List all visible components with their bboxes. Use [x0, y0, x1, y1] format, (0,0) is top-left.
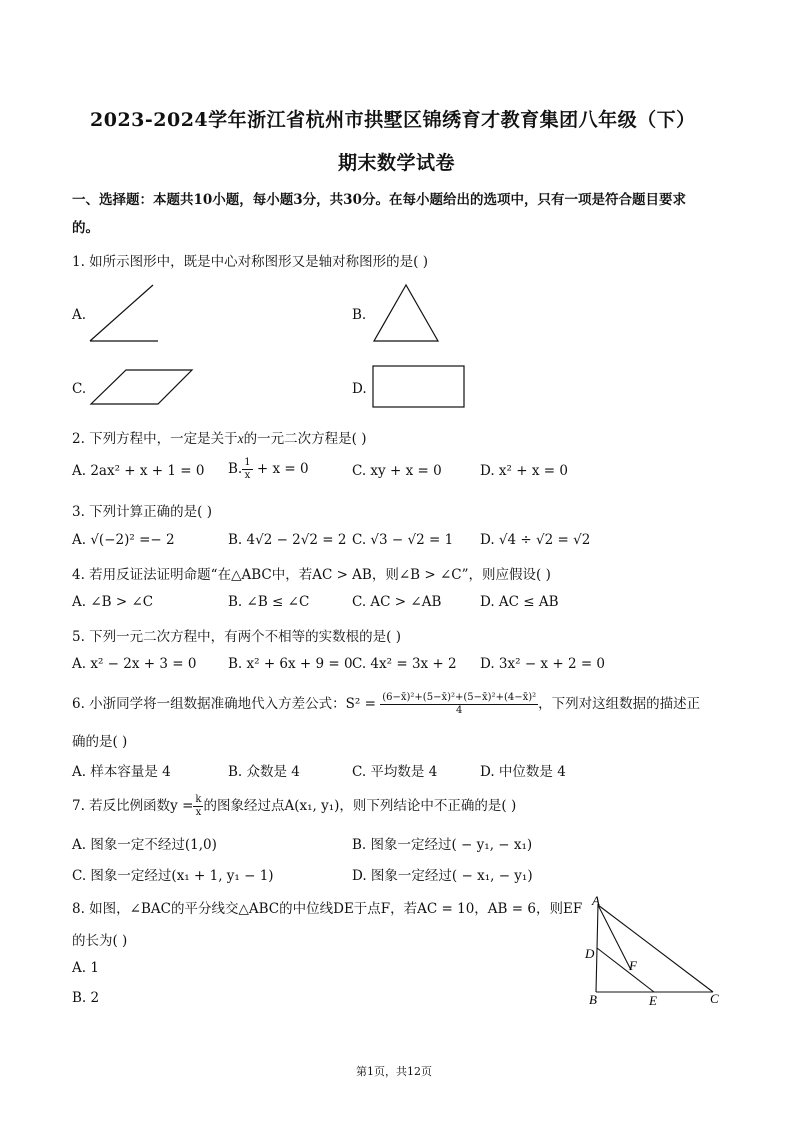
section-header-line2: 的。: [72, 220, 99, 236]
q1-option-a-label: A.: [72, 307, 87, 323]
q3-option-d: D. √4 ÷ √2 = √2: [480, 532, 591, 548]
section-header-line1: 一、选择题：本题共10小题，每小题3分，共30分。在每小题给出的选项中，只有一项是符合题目要求: [72, 192, 686, 208]
q6-option-c: C. 平均数是 4: [352, 764, 438, 780]
q6-option-b: B. 众数是 4: [228, 764, 300, 780]
q7-option-b: B. 图象一定经过( − y₁, − x₁): [352, 837, 533, 853]
q1-option-d-figure: [371, 364, 467, 410]
q7-option-d: D. 图象一定经过( − x₁, − y₁): [352, 868, 533, 884]
q1-option-b-figure: [370, 282, 442, 344]
q5-option-d: D. 3x² − x + 2 = 0: [480, 656, 606, 672]
q4-option-c: C. AC > ∠AB: [352, 594, 442, 610]
q8-stem-line2: 的长为( ): [72, 933, 128, 949]
point-label-f: F: [629, 958, 637, 973]
point-label-d: D: [585, 946, 595, 961]
q2-stem: 2. 下列方程中，一定是关于x的一元二次方程是( ): [72, 431, 367, 447]
parallelogram-shape: [91, 370, 192, 404]
angle-ray-slanted: [90, 285, 153, 341]
q4-stem: 4. 若用反证法证明命题“在△ABC中，若AC > AB，则∠B > ∠C”，则应假设( ): [72, 567, 551, 583]
q2-option-c: C. xy + x = 0: [352, 463, 442, 479]
q4-option-d: D. AC ≤ AB: [480, 594, 559, 610]
q8-stem: 8. 如图，∠BAC的平分线交△ABC的中位线DE于点F，若AC = 10，AB = 6，则EF: [72, 901, 583, 917]
point-label-b: B: [589, 992, 597, 1007]
segment-af-bisector: [598, 905, 631, 970]
point-label-a: A: [592, 893, 600, 908]
q3-stem: 3. 下列计算正确的是( ): [72, 504, 212, 520]
q1-option-c-label: C.: [72, 381, 87, 397]
q4-option-b: B. ∠B ≤ ∠C: [228, 594, 310, 610]
q6-stem: 6. 小浙同学将一组数据准确地代入方差公式：S² = $\frac{\text{(6−x̄)²+(5−x̄)²+(5−x̄)²+(4−x̄)²}}{4}$ ，下列对这组数据的描述正: [72, 692, 701, 716]
q2-option-b: B. $\frac{1}{x}$ + x = 0: [228, 457, 309, 481]
q5-option-b: B. x² + 6x + 9 = 0: [228, 656, 353, 672]
q5-stem: 5. 下列一元二次方程中，有两个不相等的实数根的是( ): [72, 629, 401, 645]
q3-option-c: C. √3 − √2 = 1: [352, 532, 454, 548]
q5-option-a: A. x² − 2x + 3 = 0: [72, 656, 197, 672]
q3-option-b: B. 4√2 − 2√2 = 2: [228, 532, 347, 548]
q6-stem-line2: 确的是( ): [72, 734, 128, 750]
q1-option-c-figure: [88, 366, 196, 408]
point-label-c: C: [710, 991, 719, 1006]
q7-option-c: C. 图象一定经过(x₁ + 1, y₁ − 1): [72, 868, 274, 884]
q2-option-a: A. 2ax² + x + 1 = 0: [72, 463, 205, 479]
segment-de: [597, 948, 654, 992]
triangle-shape: [374, 285, 438, 341]
q1-stem: 1. 如所示图形中，既是中心对称图形又是轴对称图形的是( ): [72, 254, 428, 270]
q1-option-a-figure: [85, 282, 160, 344]
q7-stem: 7. 若反比例函数y = $\frac{k}{x}$ 的图象经过点A(x₁, y₁)，则下列结论中不正确的是( ): [72, 794, 517, 818]
q1-option-b-label: B.: [352, 307, 367, 323]
q8-option-a: A. 1: [72, 960, 99, 976]
q3-option-a: A. √(−2)² =− 2: [72, 532, 175, 548]
q5-option-c: C. 4x² = 3x + 2: [352, 656, 457, 672]
q2-option-d: D. x² + x = 0: [480, 463, 568, 479]
q8-geometry-figure: [580, 893, 730, 1013]
q6-option-d: D. 中位数是 4: [480, 764, 566, 780]
q4-option-a: A. ∠B > ∠C: [72, 594, 154, 610]
segment-ac: [598, 905, 713, 992]
q1-option-d-label: D.: [352, 381, 367, 397]
q6-option-a: A. 样本容量是 4: [72, 764, 171, 780]
rectangle-shape: [373, 366, 464, 407]
q7-option-a: A. 图象一定不经过(1,0): [72, 837, 217, 853]
q8-option-b: B. 2: [72, 990, 100, 1006]
page-title-line1: 2023-2024学年浙江省杭州市拱墅区锦绣育才教育集团八年级（下）: [90, 109, 696, 131]
page-title-line2: 期末数学试卷: [338, 152, 456, 174]
point-label-e: E: [649, 993, 657, 1008]
page-footer: 第1页，共12页: [356, 1065, 432, 1078]
